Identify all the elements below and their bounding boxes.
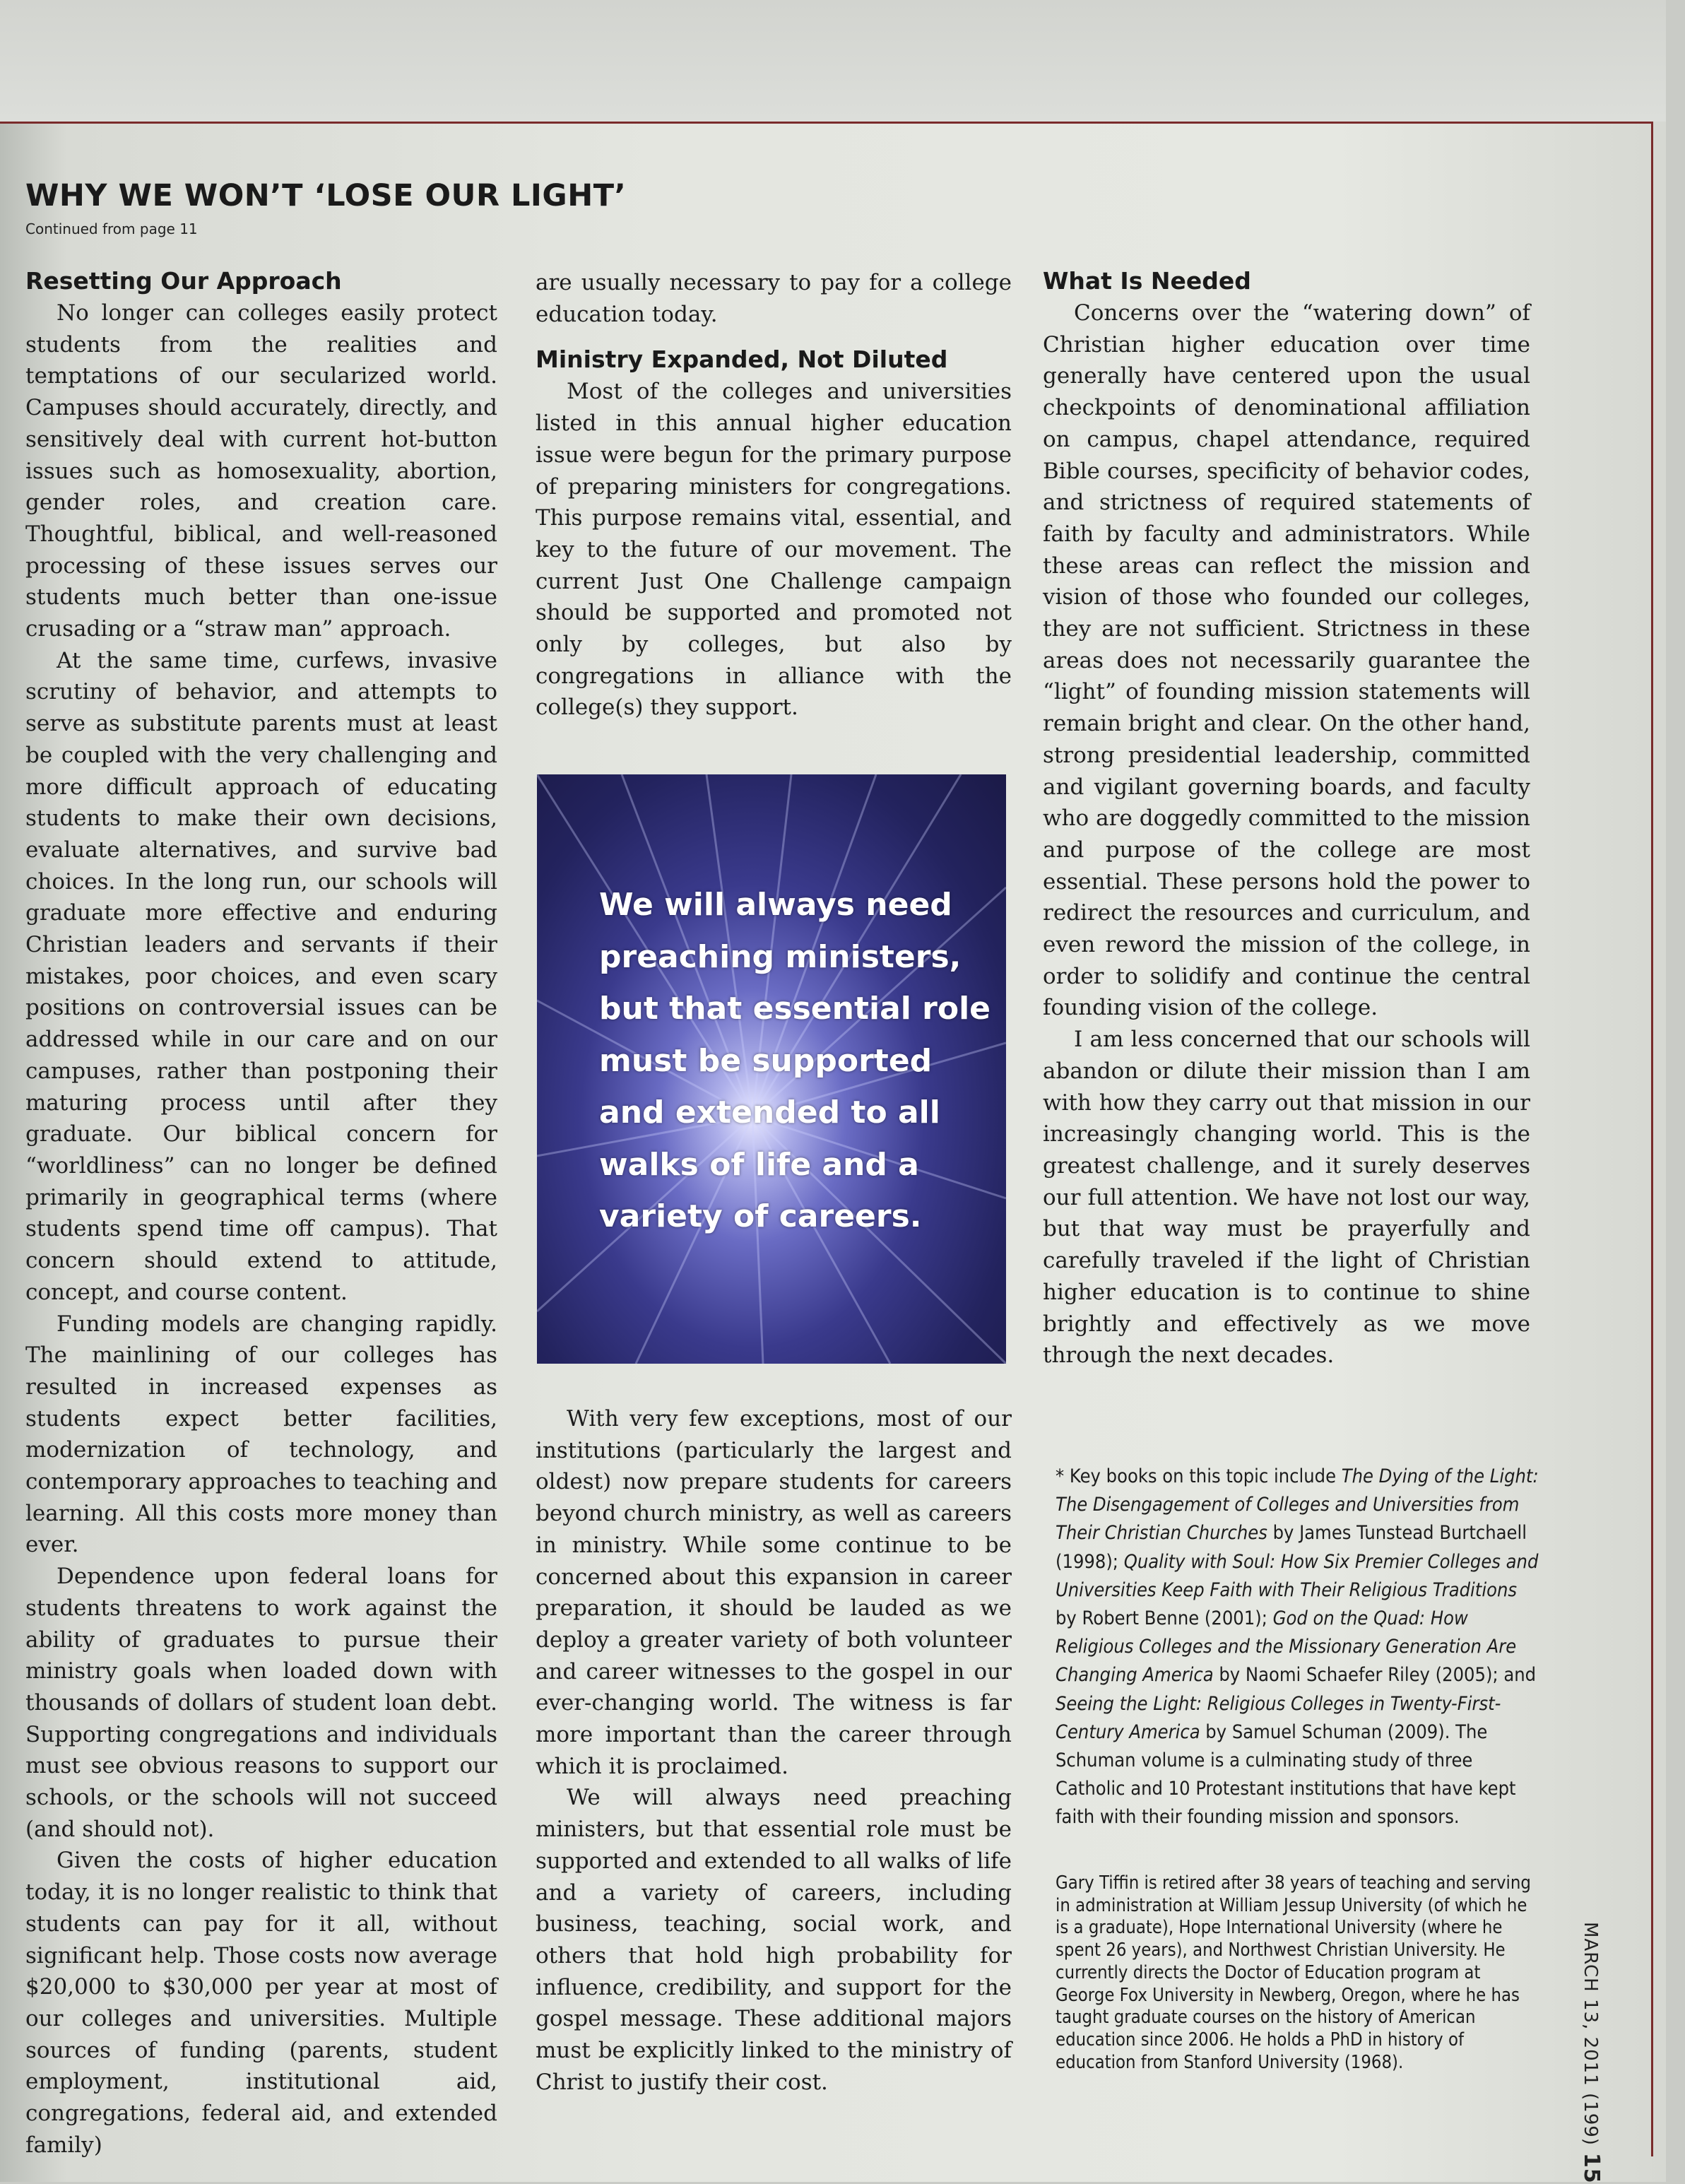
pull-quote-box (537, 774, 1006, 1364)
column-2 (536, 267, 1012, 724)
paragraph: At the same time, curfews, invasive scrutiny of behavior, and attempts to serve as substitute parents must at least be coupled with the very challenging and more difficult approach of educating students to make their own decisions, evaluate alternatives, and survive bad choices. In the long run, our schools will graduate more effective and enduring Christian leaders and servants if their mistakes, poor choices, and even scary positions on controversial issues can be addressed while in our care and on our campuses, rather than postponing their maturing process until after they graduate. Our biblical concern for “worldliness” can no longer be defined primarily in geographical terms (where students spend time off campus). That concern should extend to attitude, concept, and course content. (25, 647, 497, 1305)
paragraph: With very few exceptions, most of our institutions (particularly the largest and oldest) now prepare students for careers beyond church ministry, as well as careers in ministry. While some continue to be concerned about this expansion in career preparation, it should be lauded as we deploy a greater variety of both volunteer and career witnesses to the gospel in our ever-changing world. The witness is far more important than the career through which it is proclaimed. (536, 1406, 1012, 1779)
footnote-text: by Robert Benne (2001); (1056, 1607, 1273, 1630)
page-folio (1579, 1922, 1604, 2184)
footnote-text: by Naomi Schaefer Riley (2005); and (1213, 1664, 1537, 1687)
top-margin (0, 0, 1666, 122)
paragraph: are usually necessary to pay for a college education today. (536, 270, 1012, 327)
book-title: God on the Quad: How Religious Colleges and the Missionary Generation Are Changing America (1056, 1607, 1517, 1687)
column-1 (25, 267, 497, 2161)
footnote-text: by James Tunstead Burtchaell (1998); (1056, 1522, 1527, 1573)
column-2-continued (536, 1403, 1012, 2098)
continued-note: Continued from page 11 (25, 220, 198, 237)
book-title: The Dying of the Light: The Disengagement of Colleges and Universities from Their Christian Churches (1056, 1465, 1539, 1545)
page-number: 15 (1579, 2152, 1604, 2184)
section-heading: Resetting Our Approach (25, 267, 342, 295)
paragraph: Given the costs of higher education today, it is no longer realistic to think that students can pay for it all, without significant help. Those costs now average $20,000 to $30,000 per year at most of our colleges and universities. Multiple sources of funding (parents, student employment, institutional aid, congregations, federal aid, and extended family) (25, 1848, 497, 2158)
paragraph: Funding models are changing rapidly. The mainlining of our colleges has resulted in increased expenses as students expect better facilities, modernization of technology, and contemporary approaches to teaching and learning. All this costs more money than ever. (25, 1311, 497, 1558)
book-title: Quality with Soul: How Six Premier Colleges and Universities Keep Faith with Their Religious Traditions (1056, 1550, 1539, 1601)
footnote-text: * Key books on this topic include (1056, 1465, 1342, 1487)
section-heading: What Is Needed (1043, 267, 1251, 295)
paragraph: Concerns over the “watering down” of Christian higher education over time generally have centered upon the usual checkpoints of denominational affiliation on campus, chapel attendance, required Bible courses, specificity of behavior codes, and strictness of required statements of faith by faculty and administrators. While these areas can reflect the mission and vision of those who founded our colleges, they are not sufficient. Strictness in these areas does not necessarily guarantee the “light” of founding mission statements will remain bright and clear. On the other hand, strong presidential leadership, committed and vigilant governing boards, and faculty who are doggedly committed to the mission and purpose of the college are most essential. These persons hold the power to redirect the resources and curriculum, and even reword the mission of the college, in order to solidify and continue the central founding vision of the college. (1043, 300, 1530, 1021)
book-title: Seeing the Light: Religious Colleges in Twenty-First-Century America (1056, 1692, 1501, 1743)
paragraph: Most of the colleges and universities listed in this annual higher education issue were begun for the primary purpose of preparing ministers for congregations. This purpose remains vital, essential, and key to the future of our movement. The current Just One Challenge campaign should be supported and promoted not only by colleges, but also by congregations in alliance with the college(s) they support. (536, 379, 1012, 721)
issue-date: MARCH 13, 2011 (199) (1580, 1922, 1601, 2146)
footnote-text: by Samuel Schuman (2009). The Schuman volume is a culminating study of three Catholic and 10 Protestant institutions that have kept faith with their founding mission and sponsors. (1056, 1720, 1516, 1829)
section-heading: Ministry Expanded, Not Diluted (536, 346, 948, 374)
paragraph: We will always need preaching ministers, but that essential role must be supported and extended to all walks of life and a variety of careers, including business, teaching, social work, and others that hold high probability for influence, credibility, and support for the gospel message. These additional majors must be explicitly linked to the ministry of Christ to justify their cost. (536, 1785, 1012, 2095)
author-bio: Gary Tiffin is retired after 38 years of teaching and serving in administration at William Jessup University (of which he is a graduate), Hope International University (where he spent 26 years), and Northwest Christian University. He currently directs the Doctor of Education program at George Fox University in Newberg, Oregon, where he has taught graduate courses on the history of American education since 2006. He holds a PhD in history of education from Stanford University (1968). (1056, 1872, 1531, 2073)
paragraph: No longer can colleges easily protect students from the realities and temptations of our secularized world. Campuses should accurately, directly, and sensitively deal with current hot-button issues such as homosexuality, abortion, gender roles, and creation care. Thoughtful, biblical, and well-reasoned processing of these issues serves our students much better than one-issue crusading or a “straw man” approach. (25, 300, 497, 642)
footnote (1056, 1463, 1542, 1832)
pull-quote-text: We will always need preaching ministers, but that essential role must be supported and extended to all walks of life and a variety of careers. (599, 887, 991, 1234)
column-3 (1043, 267, 1530, 1371)
paragraph: I am less concerned that our schools will abandon or dilute their mission than I am with how they carry out that mission in our increasingly changing world. This is the greatest challenge, and it surely deserves our full attention. We have not lost our way, but that way must be prayerfully and carefully traveled if the light of Christian higher education is to continue to shine brightly and effectively as we move through the next decades. (1043, 1027, 1530, 1369)
article-headline: WHY WE WON’T ‘LOSE OUR LIGHT’ (25, 178, 627, 213)
paragraph: Dependence upon federal loans for students threatens to work against the ability of graduates to pursue their ministry goals when loaded down with thousands of dollars of student loan debt. Supporting congregations and individuals must see obvious reasons to support our schools, or the schools will not succeed (and should not). (25, 1564, 497, 1842)
